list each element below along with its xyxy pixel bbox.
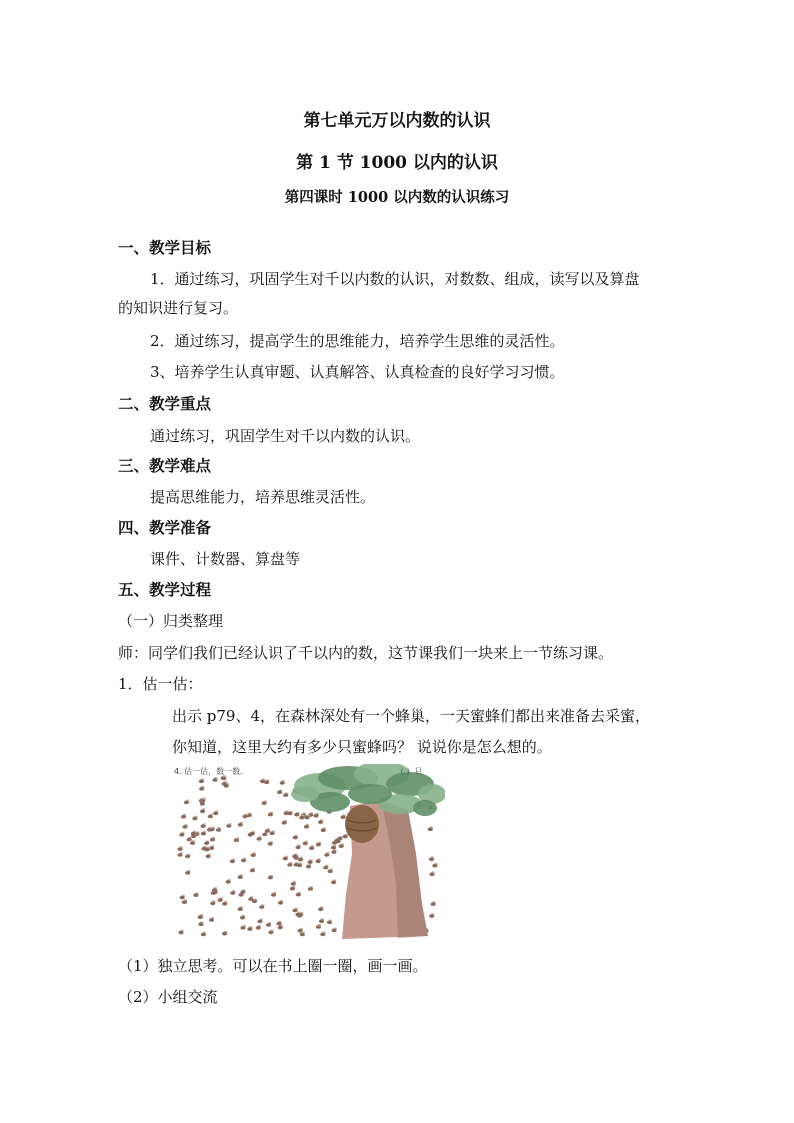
figure-caption: 4. 估一估，数一数。 [174, 767, 249, 776]
bee-icon [309, 845, 314, 850]
bee-icon [257, 918, 262, 923]
bee-icon [184, 799, 189, 804]
bee-icon [207, 827, 212, 832]
bee-icon [179, 832, 184, 837]
bee-icon [429, 871, 434, 876]
bee-icon [182, 824, 187, 829]
bee-icon [204, 840, 209, 845]
bee-icon [238, 874, 243, 879]
bee-icon [341, 814, 346, 819]
process-item-2: （2）小组交流 [118, 988, 218, 1006]
process-heading: 五、教学过程 [118, 580, 212, 599]
bee-icon [187, 837, 192, 842]
bee-icon [314, 813, 319, 818]
bee-icon [308, 859, 313, 864]
bee-icon [276, 921, 281, 926]
bee-icon [320, 931, 325, 936]
bee-icon [292, 908, 297, 913]
bee-icon [324, 852, 329, 857]
bee-icon [242, 814, 247, 819]
preparation-text: 课件、计数器、算盘等 [150, 550, 301, 568]
bee-icon [177, 852, 182, 857]
process-subheading-1: （一）归类整理 [118, 612, 224, 630]
bee-icon [251, 852, 256, 857]
goals-heading: 一、教学目标 [118, 238, 212, 257]
bee-icon [238, 822, 243, 827]
bee-icon [191, 831, 196, 836]
bee-icon [268, 875, 273, 880]
goal-1-line-2: 的知识进行复习。 [118, 299, 239, 317]
bee-icon [212, 887, 217, 892]
bee-icon [316, 842, 321, 847]
bee-icon [241, 858, 246, 863]
bee-icon [331, 879, 336, 884]
bee-icon [178, 930, 183, 935]
lesson-title: 第四课时 1000 以内数的认识练习 [284, 189, 510, 206]
bee-estimation-figure [170, 764, 445, 942]
bee-icon [200, 808, 205, 813]
bee-icon [222, 931, 227, 936]
bee-icon [240, 925, 245, 930]
bee-icon [206, 853, 211, 858]
bee-icon [287, 862, 292, 867]
bee-icon [230, 890, 235, 895]
bee-icon [327, 919, 332, 924]
bee-icon [277, 789, 282, 794]
bee-icon [431, 901, 436, 906]
goal-3: 3、培养学生认真审题、认真解答、认真检查的良好学习习惯。 [150, 363, 565, 381]
process-item-1: （1）独立思考。可以在书上圈一圈，画一画。 [118, 957, 428, 975]
bee-icon [323, 865, 328, 870]
bee-icon [429, 856, 434, 861]
bee-icon [303, 841, 308, 846]
bee-icon [259, 904, 264, 909]
bee-icon [290, 886, 295, 891]
bee-icon [294, 862, 299, 867]
bee-icon [432, 863, 437, 868]
bee-icon [209, 845, 214, 850]
bee-icon [339, 843, 344, 848]
bee-icon [294, 812, 299, 817]
leaf-cluster [348, 784, 392, 804]
bee-icon [230, 858, 235, 863]
bee-icon [192, 816, 197, 821]
bee-icon [337, 836, 342, 841]
bee-icon [256, 925, 261, 930]
bee-icon [270, 830, 275, 835]
bee-icon [293, 835, 298, 840]
bee-icon [316, 924, 321, 929]
bee-icon [262, 800, 267, 805]
bee-icon [201, 846, 206, 851]
teacher-intro: 师：同学们我们已经认识了千以内的数，这节课我们一块来上一节练习课。 [118, 644, 614, 662]
bee-icon [238, 906, 243, 911]
bee-icon [212, 777, 217, 782]
bee-icon [199, 778, 204, 783]
bee-tree-illustration [170, 764, 445, 942]
bee-icon [180, 895, 185, 900]
bee-icon [296, 844, 301, 849]
bee-icon [234, 837, 239, 842]
bee-icon [216, 827, 221, 832]
bee-icon [198, 921, 203, 926]
bee-icon [319, 918, 324, 923]
step-1-line-1: 出示 p79、4，在森林深处有一个蜂巢，一天蜜蜂们都出来准备去采蜜， [172, 707, 651, 725]
bee-icon [198, 914, 203, 919]
bee-icon [280, 780, 285, 785]
bee-icon [210, 900, 215, 905]
bee-icon [266, 922, 271, 927]
goal-2: 2．通过练习，提高学生的思维能力，培养学生思维的灵活性。 [150, 332, 565, 350]
bee-icon [193, 892, 198, 897]
bee-icon [282, 820, 287, 825]
leaf-cluster [291, 786, 319, 802]
bee-icon [268, 812, 273, 817]
bee-icon [181, 814, 186, 819]
bee-icon [182, 899, 187, 904]
bee-icon [298, 857, 303, 862]
bee-icon [304, 824, 309, 829]
bee-icon [268, 929, 273, 934]
bee-icon [283, 856, 288, 861]
bee-icon [271, 892, 276, 897]
bee-icon [429, 913, 434, 918]
bee-icon [250, 868, 255, 873]
bee-icon [213, 810, 218, 815]
goal-1-line-1: 1．通过练习，巩固学生对千以内数的认识，对数数、组成，读写以及算盘 [150, 270, 640, 288]
bee-icon [256, 836, 261, 841]
difficulties-text: 提高思维能力，培养思维灵活性。 [150, 488, 376, 506]
bee-icon [226, 879, 231, 884]
bee-icon [306, 864, 311, 869]
bee-icon [240, 915, 245, 920]
bee-icon [185, 854, 190, 859]
leaf-cluster [413, 800, 437, 816]
bee-icon [185, 870, 190, 875]
bee-icon [291, 881, 296, 886]
bee-icon [316, 858, 321, 863]
bee-icon [332, 927, 337, 932]
unit-title: 第七单元万以内数的认识 [303, 111, 491, 131]
bee-icon [222, 781, 227, 786]
bee-icon [283, 792, 288, 797]
bee-icon [222, 901, 227, 906]
bee-icon [292, 853, 297, 858]
bee-icon [218, 897, 223, 902]
bee-icon [210, 837, 215, 842]
bee-icon [331, 849, 336, 854]
bee-icon [296, 892, 301, 897]
bee-icon [248, 896, 253, 901]
bee-icon [201, 823, 206, 828]
step-1-title: 1．估一估： [118, 675, 203, 693]
bee-icon [299, 815, 304, 820]
bee-icon [208, 814, 213, 819]
bee-icon [428, 826, 433, 831]
bee-icon [328, 868, 333, 873]
bee-icon [177, 846, 182, 851]
bee-icon [278, 900, 283, 905]
bee-icon [201, 831, 206, 836]
bee-icon [321, 827, 326, 832]
bee-icon [247, 926, 252, 931]
bee-icon [308, 886, 313, 891]
difficulties-heading: 三、教学难点 [118, 456, 212, 475]
bee-icon [199, 786, 204, 791]
bee-icon [250, 831, 255, 836]
bee-icon [265, 828, 270, 833]
bee-icon [240, 889, 245, 894]
bee-icon [209, 917, 214, 922]
preparation-heading: 四、教学准备 [118, 518, 212, 537]
answer-blank: （ ）只 [396, 767, 423, 776]
bee-icon [318, 819, 323, 824]
bee-icon [268, 841, 273, 846]
bee-icon [201, 932, 206, 937]
key-points-heading: 二、教学重点 [118, 394, 212, 413]
bee-icon [318, 906, 323, 911]
beehive [345, 805, 379, 843]
bee-icon [343, 834, 348, 839]
bee-icon [331, 845, 336, 850]
bee-icon [199, 798, 204, 803]
key-points-text: 通过练习，巩固学生对千以内数的认识。 [150, 427, 421, 445]
step-1-line-2: 你知道，这里大约有多少只蜜蜂吗？ 说说你是怎么想的。 [172, 738, 552, 756]
bee-icon [226, 823, 231, 828]
section-title: 第 1 节 1000 以内的认识 [296, 153, 498, 173]
